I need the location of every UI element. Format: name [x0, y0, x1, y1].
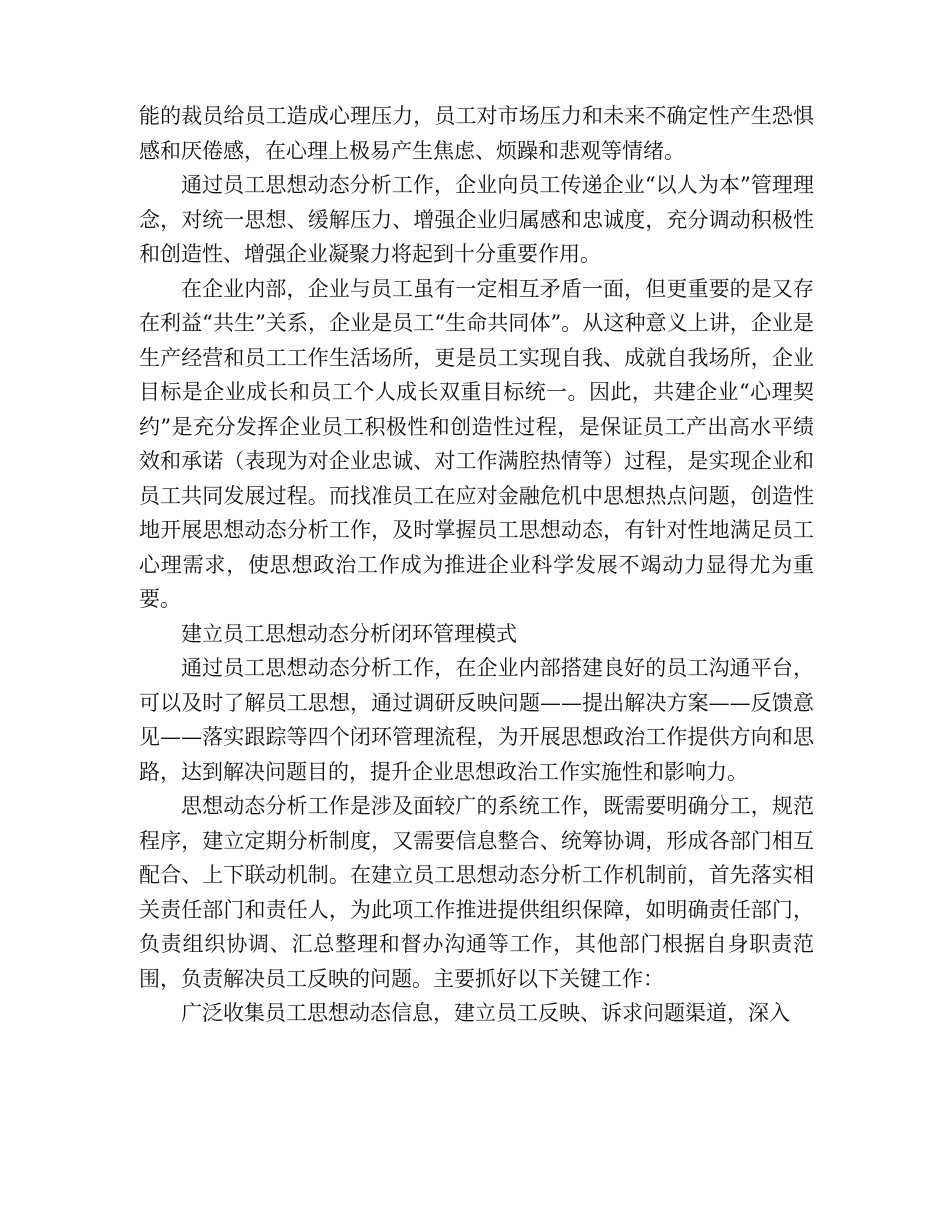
section-heading: 建立员工思想动态分析闭环管理模式: [181, 621, 517, 646]
paragraph-system-work: 思想动态分析工作是涉及面较广的系统工作，既需要明确分工，规范程序，建立定期分析制度，又需要信息整合、统筹协调，形成各部门相互配合、上下联动机制。在建立员工思想动态分析工作机制前，首先落实相关责任部门和责任人，为此项工作推进提供组织保障，如明确责任部门，负责组织协调、汇总整理和督办沟通等工作，其他部门根据自身职责范围，负责解决员工反映的问题。主要抓好以下关键工作：: [139, 794, 814, 991]
paragraph-psychological-contract: 在企业内部，企业与员工虽有一定相互矛盾一面，但更重要的是又存在利益“共生”关系，企业是员工“生命共同体”。从这种意义上讲，企业是生产经营和员工工作生活场所，更是员工实现自我、成就自我场所，企业目标是企业成长和员工个人成长双重目标统一。因此，共建企业“心理契约”是充分发挥企业员工积极性和创造性过程，是保证员工产出高水平绩效和承诺（表现为对企业忠诚、对工作满腔热情等）过程，是实现企业和员工共同发展过程。而找准员工在应对金融危机中思想热点问题，创造性地开展思想动态分析工作，及时掌握员工思想动态，有针对性地满足员工心理需求，使思想政治工作成为推进企业科学发展不竭动力显得尤为重要。: [139, 276, 814, 611]
paragraph-continuation: 能的裁员给员工造成心理压力，员工对市场压力和未来不确定性产生恐惧感和厌倦感，在心理上极易产生焦虑、烦躁和悲观等情绪。: [139, 104, 814, 163]
paragraph-closed-loop: 通过员工思想动态分析工作，在企业内部搭建良好的员工沟通平台，可以及时了解员工思想，通过调研反映问题——提出解决方案——反馈意见——落实跟踪等四个闭环管理流程，为开展思想政治工作提供方向和思路，达到解决问题目的，提升企业思想政治工作实施性和影响力。: [139, 656, 814, 784]
paragraph-people-oriented: 通过员工思想动态分析工作，企业向员工传递企业“以人为本”管理理念，对统一思想、缓解压力、增强企业归属感和忠诚度，充分调动积极性和创造性、增强企业凝聚力将起到十分重要作用。: [139, 173, 814, 266]
paragraph-collect-info: 广泛收集员工思想动态信息，建立员工反映、诉求问题渠道，深入: [181, 1001, 790, 1025]
document-page: [139, 99, 814, 1031]
